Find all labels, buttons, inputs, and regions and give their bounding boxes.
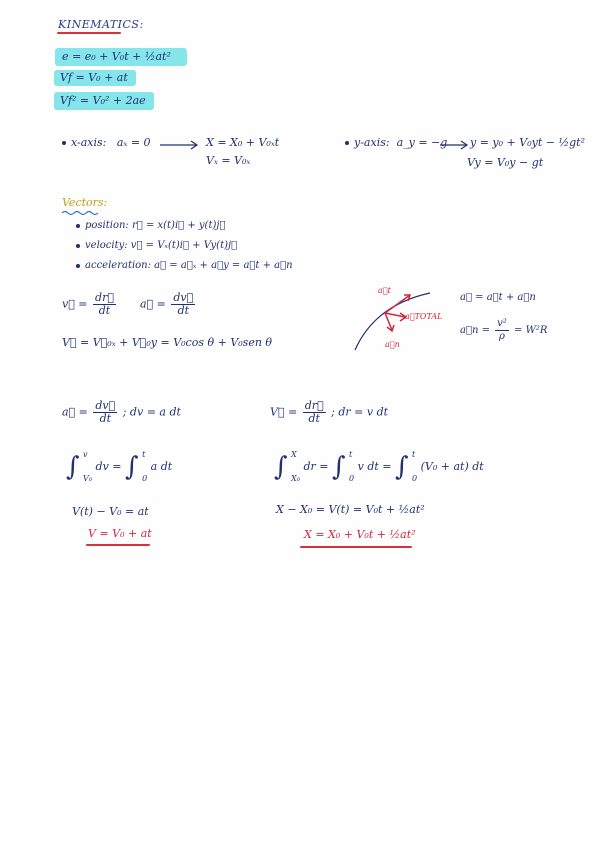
- a-fraction: [171, 292, 195, 317]
- right-result-underline: [300, 546, 412, 548]
- right-int-upper: X: [291, 450, 297, 459]
- v0-decomposition: V⃗ = V⃗₀ₓ + V⃗₀y = V₀cos θ + V₀sen θ: [62, 336, 273, 349]
- an-fraction: [495, 318, 509, 343]
- normal-accel-relation: [460, 318, 547, 343]
- an-num: v²: [497, 318, 507, 329]
- left-derivation-line3: V(t) − V₀ = at: [72, 505, 149, 518]
- left-l1a: a⃗ =: [62, 405, 88, 419]
- velocity-definition: [62, 292, 118, 317]
- vector-acceleration-text: acceleration: a⃗ = a⃗ₓ + a⃗y = a⃗t + a⃗n: [85, 260, 293, 271]
- x-axis-line: [62, 136, 151, 149]
- right-den: dt: [308, 412, 320, 425]
- vectors-squiggle: [62, 210, 102, 216]
- y-velocity-result: Vy = V₀y − gt: [467, 156, 544, 169]
- left-int-lower: V₀: [83, 474, 93, 483]
- right-int-mid: dr =: [303, 460, 329, 473]
- v-fraction: [93, 292, 116, 317]
- v-lhs: v⃗ =: [62, 297, 88, 311]
- equation-position: e = e₀ + V₀t + ½at²: [62, 50, 171, 63]
- equation-velocity: Vf = V₀ + at: [60, 71, 128, 84]
- y-position-result: y = y₀ + V₀yt − ½gt²: [470, 136, 585, 149]
- left-derivation-result: V = V₀ + at: [88, 527, 152, 540]
- integral-sign-icon: ∫: [331, 452, 346, 482]
- equation-velocity-squared: Vf² = V₀² + 2ae: [60, 94, 146, 107]
- right-int2-upper: t: [349, 450, 353, 459]
- right-integral-limits: [291, 448, 300, 486]
- right-int2-body: v dt =: [357, 460, 392, 473]
- x-velocity-result: Vₓ = V₀ₓ: [206, 154, 251, 167]
- x-axis-label: x-axis:: [71, 136, 107, 149]
- an-den: ρ: [499, 331, 505, 342]
- right-l1a: V⃗ =: [270, 405, 298, 419]
- x-position-result: X = X₀ + V₀ₓt: [206, 136, 280, 149]
- right-derivation-result: X = X₀ + V₀t + ½at²: [304, 528, 416, 541]
- right-l1b: ; dr = v dt: [331, 405, 389, 419]
- an-lhs: a⃗n =: [460, 325, 490, 336]
- acceleration-definition: [140, 292, 197, 317]
- vector-position-text: position: r⃗ = x(t)i⃗ + y(t)j⃗: [85, 220, 226, 231]
- a-den: dt: [177, 304, 190, 317]
- integral-sign-icon: ∫: [274, 452, 288, 482]
- integral-sign-icon: ∫: [395, 452, 409, 482]
- left-int-mid: dv =: [95, 460, 122, 473]
- a-num: dv⃗: [173, 291, 194, 304]
- tangential-arrow: [385, 295, 410, 313]
- left-fraction: [93, 400, 117, 425]
- left-l1b: ; dv = a dt: [122, 405, 181, 419]
- bullet-icon: [76, 264, 80, 268]
- accel-sum-relation: a⃗ = a⃗t + a⃗n: [460, 292, 536, 303]
- right-derivation-line1: [270, 400, 388, 425]
- integral-sign-icon: ∫: [66, 452, 80, 482]
- left-integral-line: [66, 448, 172, 486]
- left-result-underline: [86, 544, 150, 546]
- right-int3-lower: 0: [412, 474, 418, 483]
- bullet-icon: [62, 141, 66, 145]
- y-axis-label: y-axis:: [354, 136, 390, 149]
- left-int-upper: v: [83, 450, 88, 459]
- page-title: KINEMATICS:: [58, 18, 144, 31]
- v-den: dt: [98, 304, 111, 317]
- right-int2-lower: 0: [349, 474, 355, 483]
- left-den: dt: [99, 412, 112, 425]
- right-int3-body: (V₀ + at) dt: [420, 460, 484, 473]
- arrow-icon: [160, 140, 200, 150]
- left-int2-lower: 0: [142, 474, 148, 483]
- right-int3-upper: t: [412, 450, 416, 459]
- right-num: dr⃗: [304, 399, 324, 412]
- left-num: dv⃗: [95, 399, 116, 412]
- right-fraction: [303, 400, 326, 425]
- vector-velocity-text: velocity: v⃗ = Vₓ(t)i⃗ + Vy(t)j⃗: [85, 240, 238, 251]
- a-lhs: a⃗ =: [140, 297, 166, 311]
- left-derivation-line1: [62, 400, 181, 425]
- left-int2-upper: t: [142, 450, 146, 459]
- normal-label: a⃗n: [385, 340, 400, 349]
- left-int2-body: a dt: [150, 460, 173, 473]
- left-integral2-limits: [142, 448, 147, 486]
- y-axis-line: [345, 136, 447, 149]
- right-derivation-line3: X − X₀ = V(t) = V₀t + ½at²: [276, 503, 425, 516]
- bullet-icon: [345, 141, 349, 145]
- bullet-icon: [76, 224, 80, 228]
- x-axis-accel: aₓ = 0: [116, 136, 151, 149]
- an-rhs: = W²R: [514, 325, 548, 336]
- vector-position: [76, 220, 225, 231]
- integral-sign-icon: ∫: [125, 452, 139, 482]
- title-underline: [57, 32, 121, 34]
- right-integral2-limits: [349, 448, 354, 486]
- arrow-icon: [440, 140, 470, 150]
- right-int-lower: X₀: [291, 474, 300, 483]
- bullet-icon: [76, 244, 80, 248]
- right-integral3-limits: [412, 448, 417, 486]
- left-integral-limits: [83, 448, 92, 486]
- tangential-label: a⃗t: [378, 286, 391, 295]
- vectors-title: Vectors:: [62, 196, 108, 209]
- total-label: a⃗TOTAL: [405, 312, 443, 321]
- v-num: dr⃗: [95, 291, 114, 304]
- right-integral-line: [274, 448, 484, 486]
- vector-velocity: [76, 240, 237, 251]
- y-axis-accel: a_y = −g: [396, 136, 448, 149]
- vector-acceleration: [76, 260, 293, 271]
